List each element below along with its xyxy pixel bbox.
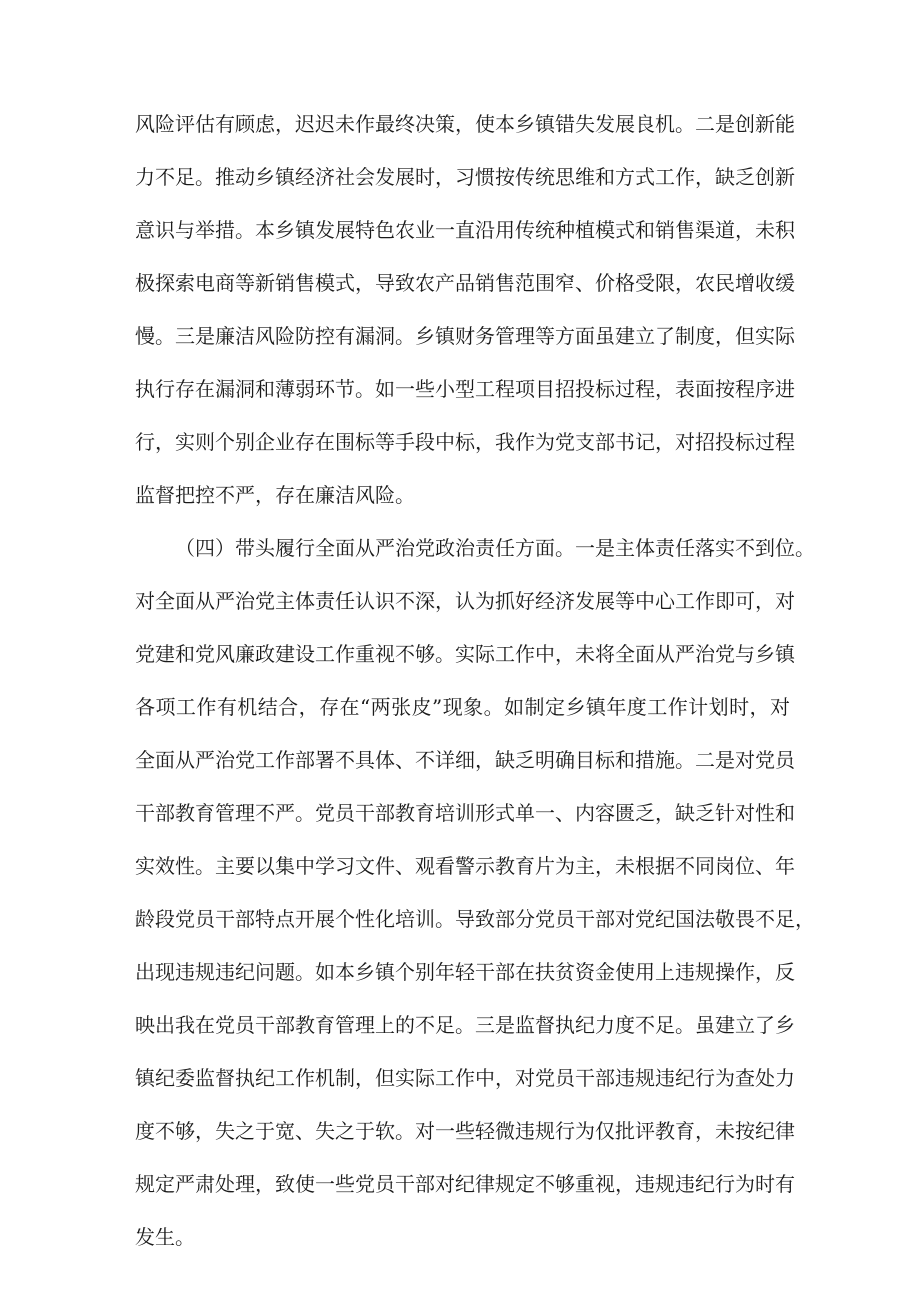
text-line: 规 定 严 肃 处 理 ， 致 使 一 些 党 员 干 部 对 纪 律 规 定 不 够 重 视 ， 违 规 违 纪 行 为 时 有	[135, 1172, 795, 1196]
text-line: 监督把控不严，存在廉洁风险。	[135, 483, 415, 507]
text-line: 意 识 与 举 措 。 本 乡 镇 发 展 特 色 农 业 一 直 沿 用 传 统 种 植 模 式 和 销 售 渠 道 ， 未 积	[135, 218, 795, 242]
text-line: 极 探 索 电 商 等 新 销 售 模 式 ， 导 致 农 产 品 销 售 范 围 窄 、 价 格 受 限 ， 农 民 增 收 缓	[135, 271, 795, 295]
text-line: 行 ， 实 则 个 别 企 业 存 在 围 标 等 手 段 中 标 ， 我 作 为 党 支 部 书 记 ， 对 招 投 标 过 程	[135, 430, 795, 454]
text-line: 出 现 违 规 违 纪 问 题 。 如 本 乡 镇 个 别 年 轻 干 部 在 扶 贫 资 金 使 用 上 违 规 操 作 ， 反	[135, 960, 795, 984]
text-line: 发生。	[135, 1225, 195, 1249]
text-line: 干 部 教 育 管 理 不 严 。 党 员 干 部 教 育 培 训 形 式 单 一 、 内 容 匮 乏 ， 缺 乏 针 对 性 和	[135, 801, 795, 825]
text-line: 实 效 性 。 主 要 以 集 中 学 习 文 件 、 观 看 警 示 教 育 片 为 主 ， 未 根 据 不 同 岗 位 、 年	[135, 854, 795, 878]
text-line: 度 不 够 ， 失 之 于 宽 、 失 之 于 软 。 对 一 些 轻 微 违 规 行 为 仅 批 评 教 育 ， 未 按 纪 律	[135, 1119, 795, 1143]
text-line: 风 险 评 估 有 顾 虑 ， 迟 迟 未 作 最 终 决 策 ， 使 本 乡 镇 错 失 发 展 良 机 。 二 是 创 新 能	[135, 112, 795, 136]
text-line: 镇 纪 委 监 督 执 纪 工 作 机 制 ， 但 实 际 工 作 中 ， 对 党 员 干 部 违 规 违 纪 行 为 查 处 力	[135, 1066, 795, 1090]
text-line: 龄 段 党 员 干 部 特 点 开 展 个 性 化 培 训 。 导 致 部 分 党 员 干 部 对 党 纪 国 法 敬 畏 不 足 ，	[135, 907, 815, 931]
text-line: 党 建 和 党 风 廉 政 建 设 工 作 重 视 不 够 。 实 际 工 作 中 ， 未 将 全 面 从 严 治 党 与 乡 镇	[135, 642, 795, 666]
text-line: 慢 。 三 是 廉 洁 风 险 防 控 有 漏 洞 。 乡 镇 财 务 管 理 等 方 面 虽 建 立 了 制 度 ， 但 实 际	[135, 324, 795, 348]
text-line: 映 出 我 在 党 员 干 部 教 育 管 理 上 的 不 足 。 三 是 监 督 执 纪 力 度 不 足 。 虽 建 立 了 乡	[135, 1013, 795, 1037]
document-body	[135, 98, 815, 1264]
text-line: 各 项 工 作 有 机 结 合 ， 存 在 “ 两 张 皮 ” 现 象 。 如 制 定 乡 镇 年 度 工 作 计 划 时 ， 对	[135, 695, 790, 719]
section-heading-line: （ 四 ） 带 头 履 行 全 面 从 严 治 党 政 治 责 任 方 面 。 一 是 主 体 责 任 落 实 不 到 位 。	[175, 536, 815, 560]
text-line: 对 全 面 从 严 治 党 主 体 责 任 认 识 不 深 ， 认 为 抓 好 经 济 发 展 等 中 心 工 作 即 可 ， 对	[135, 589, 795, 613]
text-line: 力 不 足 。 推 动 乡 镇 经 济 社 会 发 展 时 ， 习 惯 按 传 统 思 维 和 方 式 工 作 ， 缺 乏 创 新	[135, 165, 795, 189]
text-line: 全 面 从 严 治 党 工 作 部 署 不 具 体 、 不 详 细 ， 缺 乏 明 确 目 标 和 措 施 。 二 是 对 党 员	[135, 748, 795, 772]
text-line: 执 行 存 在 漏 洞 和 薄 弱 环 节 。 如 一 些 小 型 工 程 项 目 招 投 标 过 程 ， 表 面 按 程 序 进	[135, 377, 795, 401]
